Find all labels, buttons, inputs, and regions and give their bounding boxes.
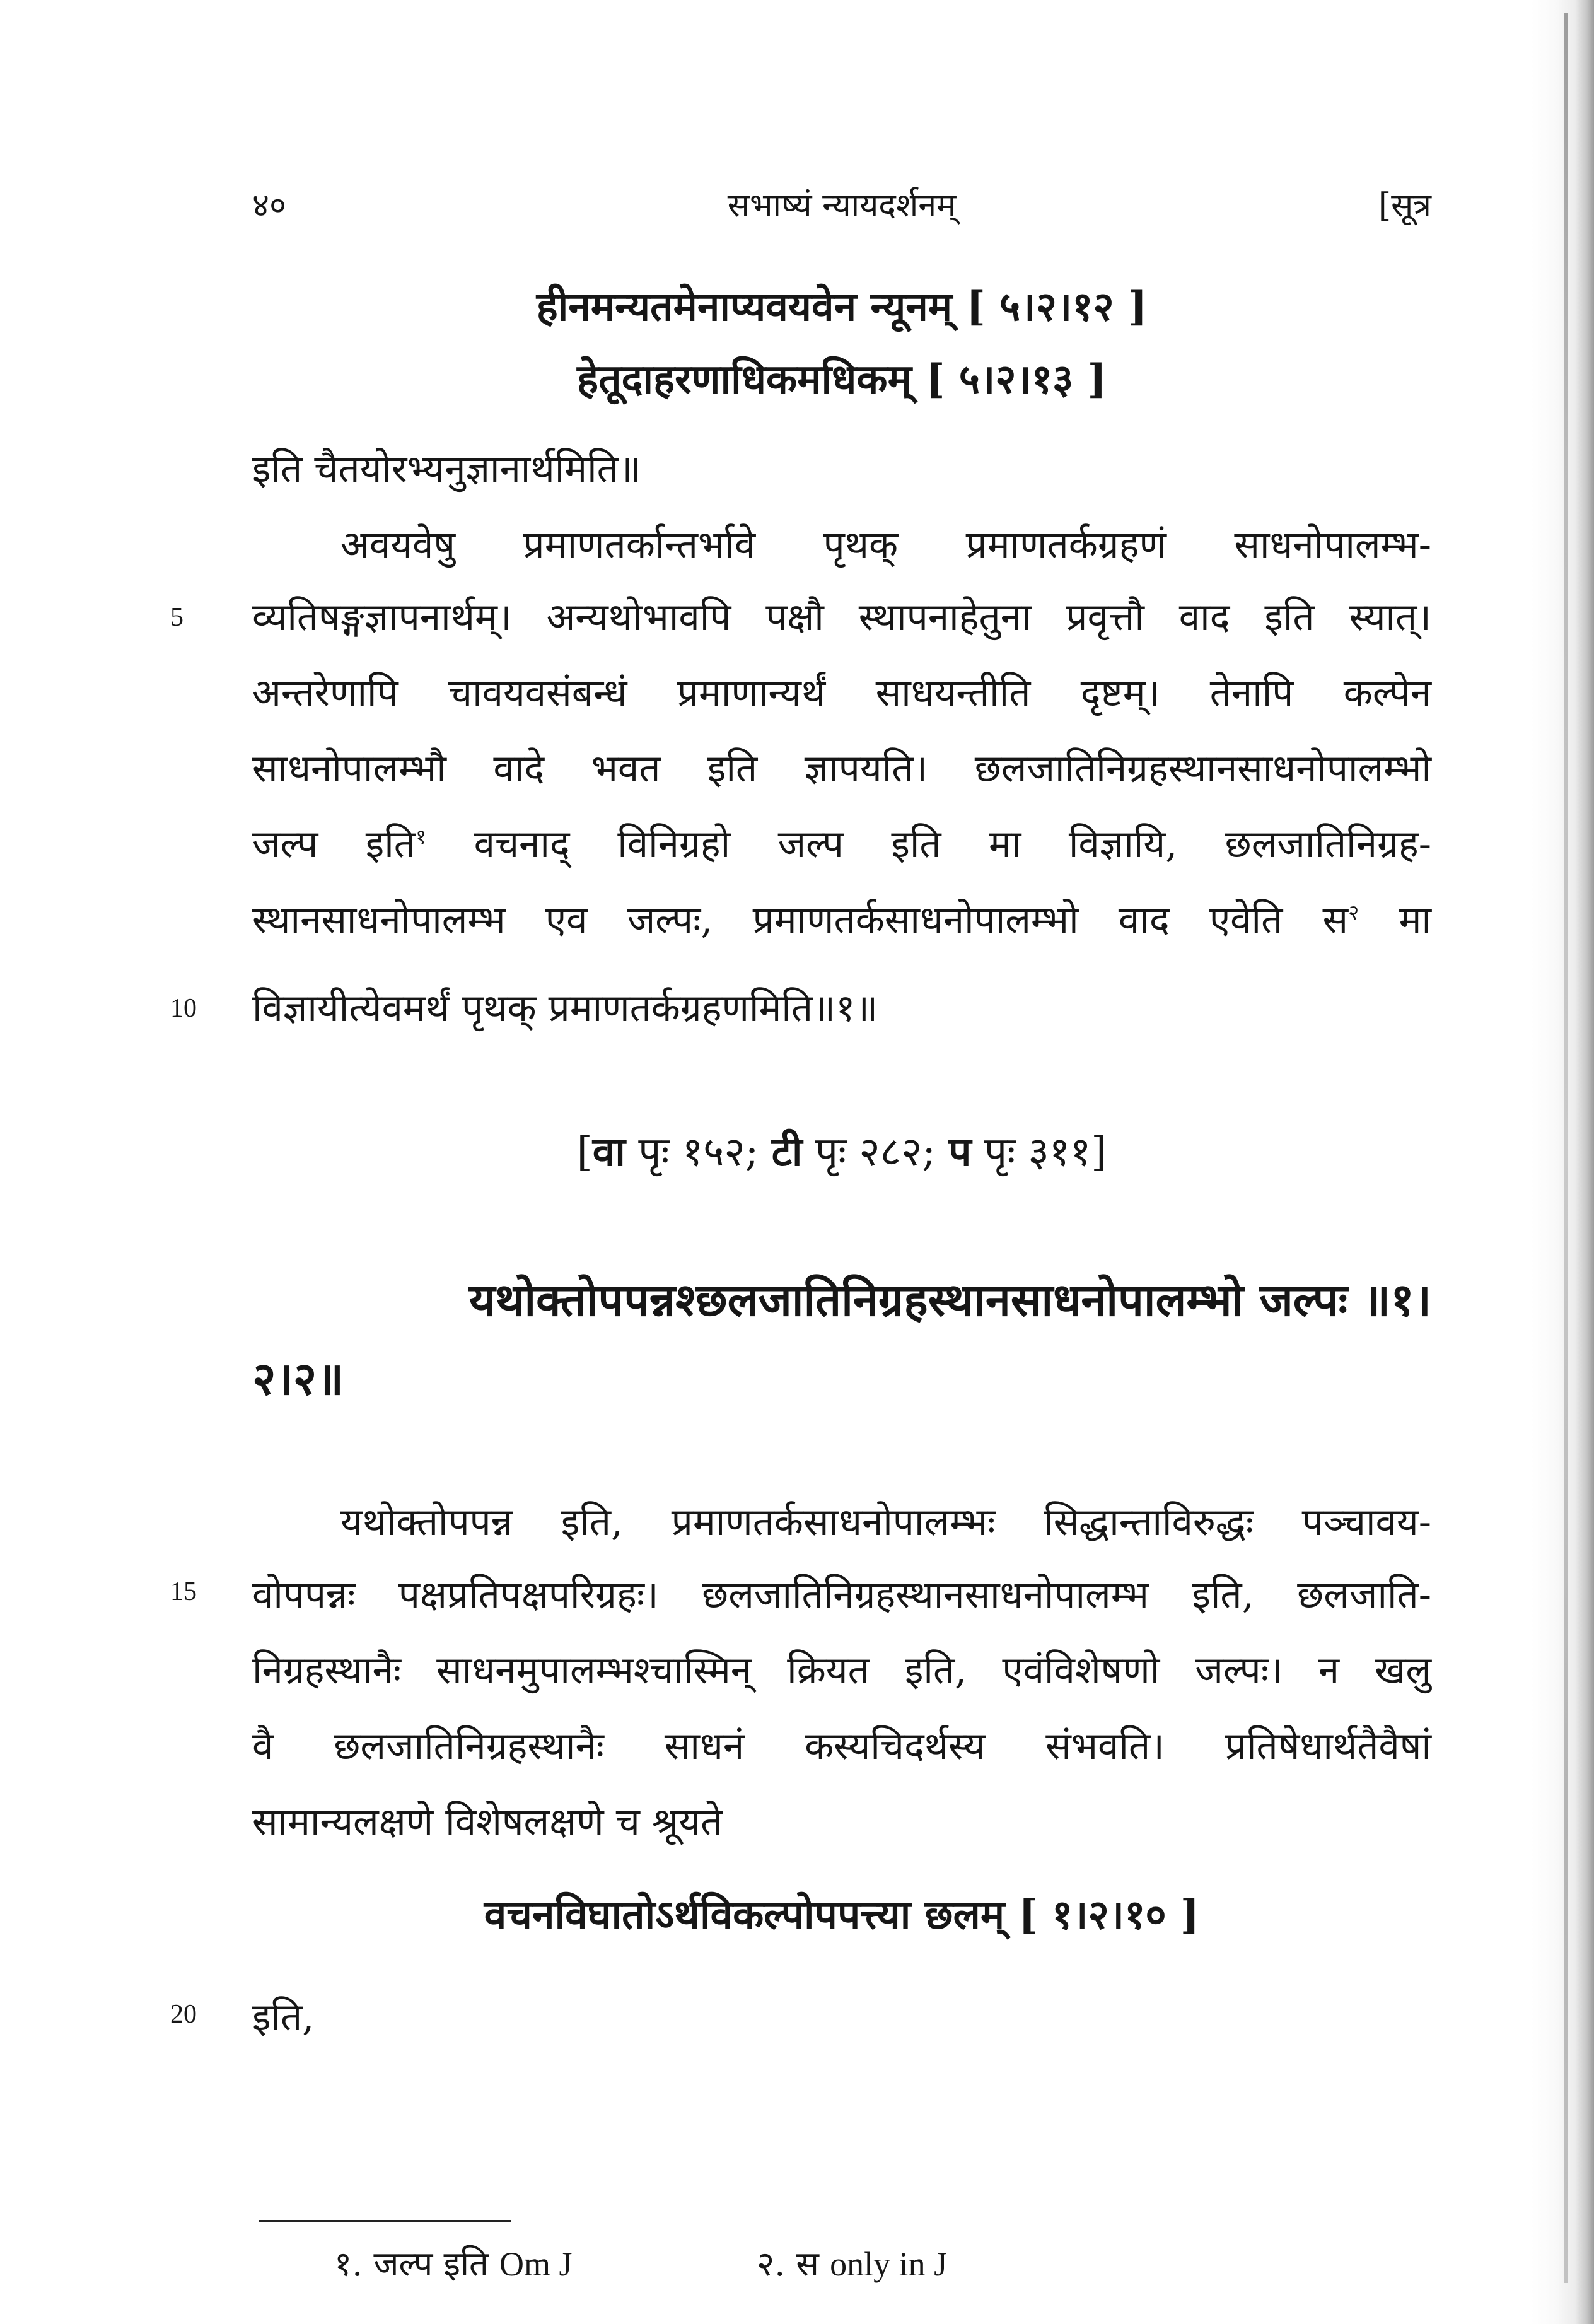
text-line: अन्तरेणापि चावयवसंबन्धं प्रमाणान्यर्थं साधयन्तीति दृष्टम्। तेनापि कल्पेन	[252, 671, 1431, 715]
footnote-mark: १	[415, 824, 427, 849]
text-line: अवयवेषु प्रमाणतर्कान्तर्भावे पृथक् प्रमाणतर्कग्रहणं साधनोपालम्भ-	[340, 523, 1431, 567]
binding-shadow	[1564, 13, 1568, 2283]
footnote-2	[757, 2239, 947, 2286]
commentary-references	[252, 1123, 1431, 1177]
text-line-with-footnote	[252, 817, 1431, 868]
text-line: इति चैतयोरभ्यनुज्ञानार्थमिति॥	[252, 447, 641, 491]
sutra-adhikam: हेतूदाहरणाधिकमधिकम् [ ५।२।१३ ]	[577, 356, 1107, 403]
text-segment: वचनाद् विनिग्रहो जल्प इति मा विज्ञायि, छलजातिनिग्रह-	[474, 822, 1431, 867]
ref-vartika: वा	[592, 1128, 625, 1176]
text-line-with-footnote	[252, 892, 1431, 944]
section-label: [सूत्र	[1378, 187, 1431, 225]
footnote-rule	[259, 2220, 511, 2222]
ref-parishuddhi-page: पृः ३११]	[984, 1129, 1107, 1176]
line-number: 15	[170, 1577, 197, 1606]
line-number: 10	[170, 994, 197, 1023]
text-segment: जल्प इति	[252, 822, 416, 867]
footnote-note: only in J	[830, 2245, 948, 2283]
footnote-1	[334, 2239, 572, 2286]
main-sutra-line1: यथोक्तोपपन्नश्छलजातिनिग्रहस्थानसाधनोपालम्भो जल्पः ॥१।	[468, 1273, 1431, 1326]
line-number: 5	[170, 603, 183, 632]
ref-vartika-page: पृः १५२;	[638, 1129, 759, 1176]
text-line: व्यतिषङ्गज्ञापनार्थम्। अन्यथोभावपि पक्षौ स्थापनाहेतुना प्रवृत्तौ वाद इति स्यात्।	[252, 595, 1431, 639]
ref-tika: टी	[771, 1128, 803, 1176]
running-head	[252, 182, 1431, 238]
scanned-page-edge	[1531, 0, 1594, 2324]
footnote-note: Om J	[499, 2245, 573, 2283]
text-line: वोपपन्नः पक्षप्रतिपक्षपरिग्रहः। छलजातिनिग्रहस्थानसाधनोपालम्भ इति, छलजाति-	[252, 1573, 1431, 1617]
line-number: 20	[170, 2000, 197, 2029]
footnote-mark: २	[1348, 900, 1359, 925]
text-line: वै छलजातिनिग्रहस्थानैः साधनं कस्यचिदर्थस्य संभवति। प्रतिषेधार्थतैवैषां	[252, 1724, 1431, 1768]
text-segment: स्थानसाधनोपालम्भ एव जल्पः, प्रमाणतर्कसाधनोपालम्भो वाद एवेति स	[252, 898, 1349, 942]
text-segment: मा	[1399, 898, 1432, 942]
footnote-number: २.	[757, 2244, 786, 2284]
text-line: यथोक्तोपपन्न इति, प्रमाणतर्कसाधनोपालम्भः सिद्धान्ताविरुद्धः पञ्चावय-	[340, 1500, 1431, 1544]
text-line: सामान्यलक्षणे विशेषलक्षणे च श्रूयते	[252, 1800, 723, 1844]
sutra-chalam: वचनविघातोऽर्थविकल्पोपपत्त्या छलम् [ १।२।१० ]	[484, 1891, 1200, 1939]
page-number: ४०	[252, 187, 287, 225]
bracket-open: [	[576, 1129, 593, 1176]
footnote-lemma: जल्प इति	[373, 2244, 489, 2284]
footnote-number: १.	[334, 2244, 363, 2284]
text-line: विज्ञायीत्येवमर्थं पृथक् प्रमाणतर्कग्रहणमिति॥१॥	[252, 986, 878, 1031]
footnote-lemma: स	[796, 2244, 819, 2284]
book-title: सभाष्यं न्यायदर्शनम्	[727, 187, 957, 225]
main-sutra-line2: २।२॥	[252, 1352, 344, 1405]
ref-parishuddhi: प	[948, 1128, 972, 1176]
text-line: साधनोपालम्भौ वादे भवत इति ज्ञापयति। छलजातिनिग्रहस्थानसाधनोपालम्भो	[252, 747, 1431, 791]
text-line: निग्रहस्थानैः साधनमुपालम्भश्चास्मिन् क्रियत इति, एवंविशेषणो जल्पः। न खलु	[252, 1649, 1431, 1693]
ref-tika-page: पृः २८२;	[815, 1129, 936, 1176]
sutra-nyunam: हीनमन्यतमेनाप्यवयवेन न्यूनम् [ ५।२।१२ ]	[536, 283, 1148, 330]
text-line: इति,	[252, 1995, 315, 2040]
